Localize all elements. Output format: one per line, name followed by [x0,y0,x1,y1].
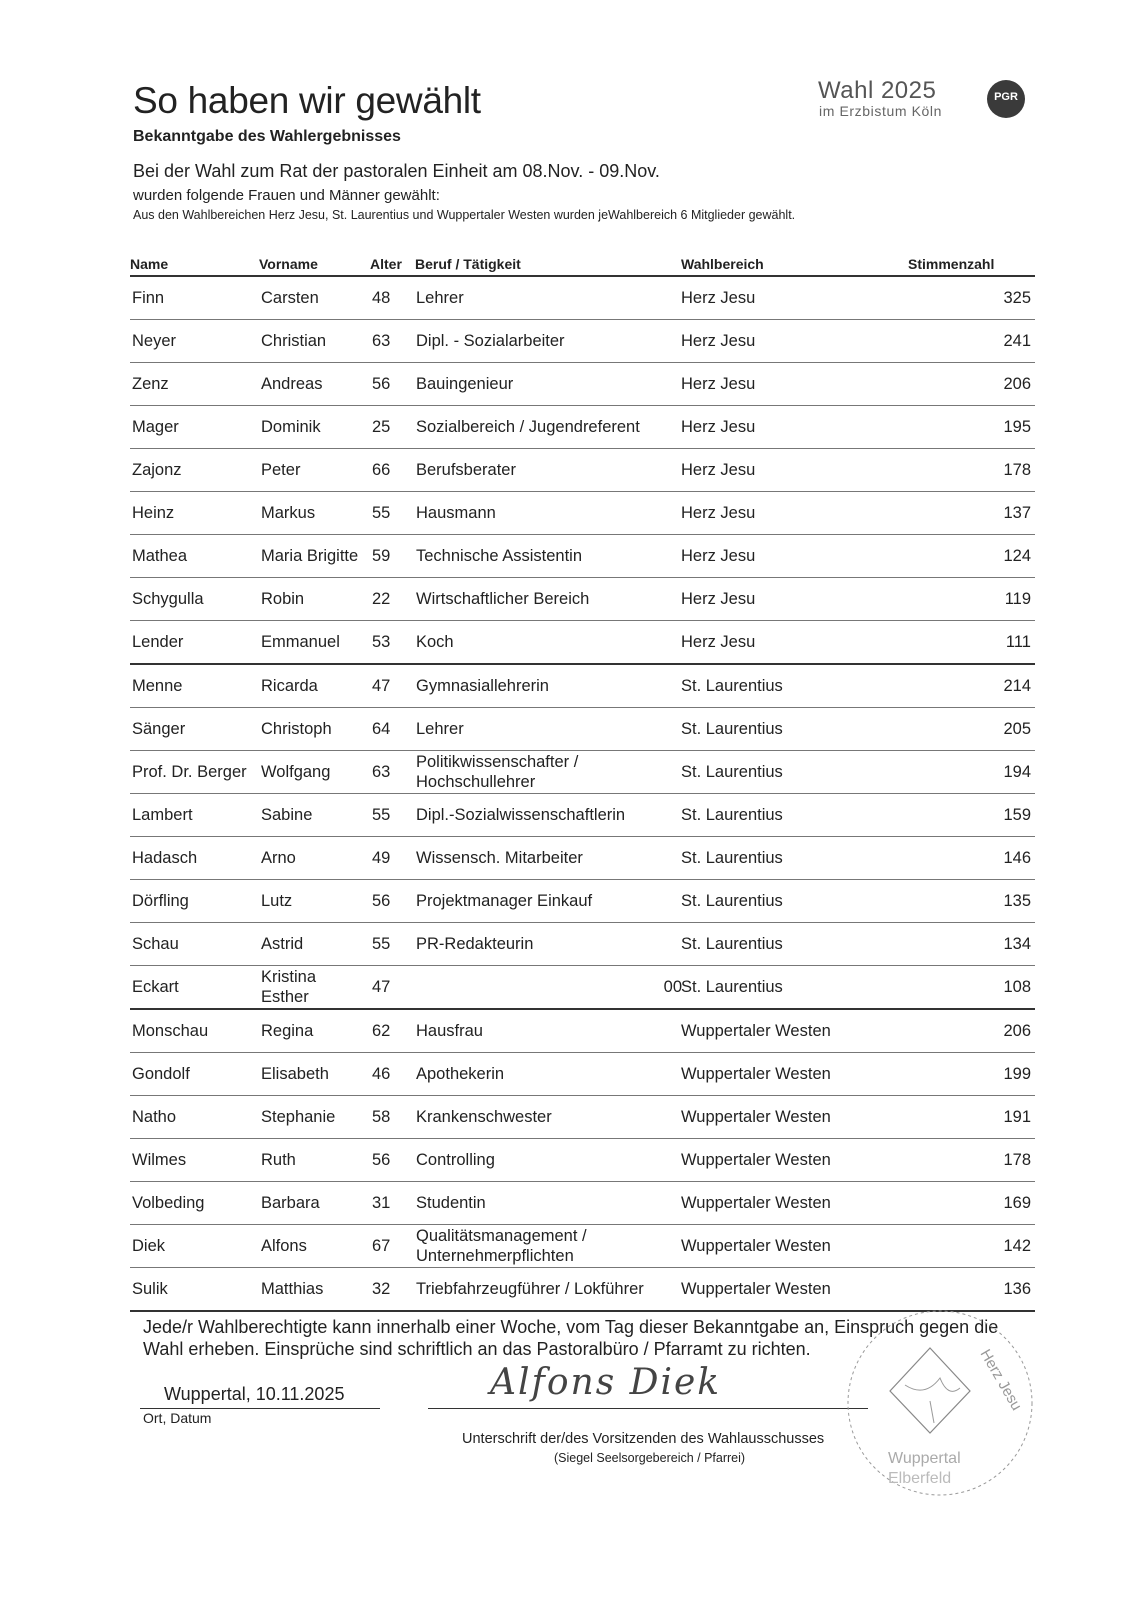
cell-area: Herz Jesu [681,590,756,608]
cell-occupation: Qualitätsmanagement / Unternehmerpflichten [416,1227,587,1265]
cell-name: Schau [132,935,179,953]
cell-first-name: Robin [261,590,305,608]
cell-votes: 191 [1003,1108,1031,1126]
cell-name: Heinz [132,504,175,522]
cell-occupation: Politikwissenschafter / Hochschullehrer [416,753,579,791]
table-row [130,1182,1035,1225]
pgr-badge-icon: PGR [987,80,1025,118]
table-row [130,621,1035,665]
cell-area: Wuppertaler Westen [681,1108,831,1126]
cell-occupation: Hausfrau [416,1022,483,1040]
cell-area: Wuppertaler Westen [681,1194,831,1212]
cell-age: 47 [372,677,391,695]
cell-area: Herz Jesu [681,504,756,522]
cell-name: Zajonz [132,461,182,479]
cell-votes: 134 [1003,935,1031,953]
cell-age: 63 [372,332,391,350]
cell-name: Hadasch [132,849,198,867]
table-header [130,253,1035,277]
cell-votes: 214 [1003,677,1031,695]
cell-first-name: Astrid [261,935,304,953]
cell-age: 55 [372,504,391,522]
cell-votes: 135 [1003,892,1031,910]
table-row [130,320,1035,363]
cell-first-name: Wolfgang [261,763,331,781]
table-row [130,1225,1035,1268]
cell-age: 62 [372,1022,391,1040]
cell-name: Sänger [132,720,186,738]
cell-first-name: Kristina Esther [261,968,317,1006]
col-header-votes: Stimmenzahl [908,256,995,272]
col-header-occupation: Beruf / Tätigkeit [415,256,521,272]
cell-age: 58 [372,1108,391,1126]
results-table [130,253,1035,1312]
cell-name: Volbeding [132,1194,205,1212]
cell-age: 49 [372,849,391,867]
cell-age: 31 [372,1194,391,1212]
table-row [130,363,1035,406]
table-row [130,966,1035,1010]
cell-occupation: Sozialbereich / Jugendreferent [416,418,640,436]
cell-first-name: Ruth [261,1151,296,1169]
cell-age: 63 [372,763,391,781]
table-row [130,665,1035,708]
cell-area: Wuppertaler Westen [681,1022,831,1040]
cell-age: 64 [372,720,391,738]
signature-line [428,1408,868,1409]
cell-area: Wuppertaler Westen [681,1151,831,1169]
cell-occupation: Apothekerin [416,1065,505,1083]
cell-first-name: Arno [261,849,296,867]
cell-first-name: Maria Brigitte [261,547,359,565]
cell-occupation: Lehrer [416,289,464,307]
cell-age: 47 [372,978,391,996]
cell-name: Schygulla [132,590,204,608]
cell-votes: 178 [1003,461,1031,479]
cell-age: 56 [372,892,391,910]
logo-sub-text: im Erzbistum Köln [819,103,943,119]
cell-votes: 111 [1005,633,1031,651]
election-logo [818,78,942,118]
cell-area: Wuppertaler Westen [681,1237,831,1255]
cell-first-name: Emmanuel [261,633,340,651]
cell-occupation: Dipl.-Sozialwissenschaftlerin [416,806,626,824]
col-header-area: Wahlbereich [681,256,764,272]
cell-name: Menne [132,677,183,695]
cell-occupation: Wirtschaftlicher Bereich [416,590,590,608]
cell-age: 59 [372,547,391,565]
signature-label: Unterschrift der/des Vorsitzenden des Wahlausschusses [462,1431,825,1447]
cell-first-name: Elisabeth [261,1065,329,1083]
place-date-label: Ort, Datum [143,1410,212,1426]
cell-area: St. Laurentius [681,763,783,781]
cell-area: St. Laurentius [681,935,783,953]
table-row [130,837,1035,880]
cell-name: Mathea [132,547,188,565]
seal-label: (Siegel Seelsorgebereich / Pfarrei) [554,1451,746,1465]
cell-first-name: Lutz [261,892,293,910]
cell-votes: 137 [1003,504,1031,522]
cell-votes: 169 [1003,1194,1031,1212]
cell-name: Sulik [132,1280,168,1298]
cell-occupation: Triebfahrzeugführer / Lokführer [416,1280,644,1298]
cell-votes: 108 [1003,978,1031,996]
cell-area: Herz Jesu [681,461,756,479]
cell-votes: 206 [1003,375,1031,393]
cell-area: St. Laurentius [681,677,783,695]
cell-first-name: Barbara [261,1194,320,1212]
cell-name: Natho [132,1108,177,1126]
cell-area: St. Laurentius [681,806,783,824]
cell-name: Monschau [132,1022,209,1040]
cell-name: Lender [132,633,184,651]
cell-area: Herz Jesu [681,418,756,436]
cell-votes: 136 [1003,1280,1031,1298]
cell-first-name: Stephanie [261,1108,336,1126]
page-subtitle: Bekanntgabe des Wahlergebnisses [133,128,401,145]
table-row [130,1053,1035,1096]
page-title: So haben wir gewählt [133,80,481,121]
table-row [130,708,1035,751]
table-row [130,880,1035,923]
table-row [130,449,1035,492]
cell-area: St. Laurentius [681,849,783,867]
cell-name: Neyer [132,332,177,350]
cell-name: Zenz [132,375,169,393]
handwritten-signature: Alfons Diek [490,1362,722,1403]
cell-occupation: PR-Redakteurin [416,935,534,953]
cell-occupation: Technische Assistentin [416,547,583,565]
cell-age: 32 [372,1280,391,1298]
cell-occupation: Gymnasiallehrerin [416,677,549,695]
stamp-city: Wuppertal [888,1450,961,1467]
objection-notice: Jede/r Wahlberechtigte kann innerhalb einer Woche, vom Tag dieser Bekanntgabe an, Einspruch gegen die Wahl erheben. Einsprüche sind schriftlich an das Pastoralbüro / Pfarramt zu richten. [143,1317,999,1359]
cell-first-name: Peter [261,461,301,479]
cell-age: 25 [372,418,391,436]
cell-votes: 199 [1003,1065,1031,1083]
cell-occupation: Controlling [416,1151,495,1169]
cell-first-name: Carsten [261,289,319,307]
table-row [130,751,1035,794]
cell-votes: 119 [1004,590,1031,608]
cell-name: Dörfling [132,892,189,910]
cell-first-name: Christoph [261,720,332,738]
cell-votes: 205 [1003,720,1031,738]
cell-votes: 195 [1003,418,1031,436]
cell-name: Gondolf [132,1065,190,1083]
cell-votes: 142 [1003,1237,1031,1255]
cell-age: 55 [372,806,391,824]
table-row [130,492,1035,535]
cell-age: 56 [372,375,391,393]
table-row [130,406,1035,449]
place-date-field [140,1384,380,1409]
cell-age: 67 [372,1237,391,1255]
cell-first-name: Markus [261,504,316,522]
cell-area: Herz Jesu [681,375,756,393]
table-row [130,923,1035,966]
cell-votes: 124 [1003,547,1031,565]
place-date-value: Wuppertal, 10.11.2025 [164,1384,345,1404]
cell-occupation: Dipl. - Sozialarbeiter [416,332,565,350]
cell-age: 55 [372,935,391,953]
cell-area: Herz Jesu [681,547,756,565]
col-header-age: Alter [370,256,402,272]
cell-age: 66 [372,461,391,479]
cell-first-name: Regina [261,1022,314,1040]
table-row [130,578,1035,621]
cell-occupation: Berufsberater [416,461,516,479]
cell-age: 22 [372,590,391,608]
table-row [130,1139,1035,1182]
cell-area: Herz Jesu [681,289,756,307]
cell-first-name: Christian [261,332,327,350]
cell-occupation: Studentin [416,1194,486,1212]
cell-name: Mager [132,418,179,436]
cell-votes: 159 [1003,806,1031,824]
stamp-district: Elberfeld [888,1470,952,1487]
cell-area: Wuppertaler Westen [681,1065,831,1083]
intro-line-1: Bei der Wahl zum Rat der pastoralen Einheit am 08.Nov. - 09.Nov. [133,161,660,181]
cell-name: Diek [132,1237,166,1255]
cell-first-name: Matthias [261,1280,324,1298]
table-row [130,794,1035,837]
cell-occupation: Hausmann [416,504,496,522]
cell-occupation: Bauingenieur [416,375,514,393]
cell-area: Wuppertaler Westen [681,1280,831,1298]
cell-first-name: Ricarda [261,677,318,695]
cell-first-name: Sabine [261,806,313,824]
intro-line-2: wurden folgende Frauen und Männer gewählt: [133,187,440,204]
cell-name: Eckart [132,978,179,996]
cell-first-name: Andreas [261,375,323,393]
cell-votes: 146 [1003,849,1031,867]
cell-occupation: Krankenschwester [416,1108,552,1126]
cell-age: 48 [372,289,391,307]
cell-occupation: Lehrer [416,720,464,738]
cell-votes: 325 [1003,289,1031,307]
cell-occupation: 00 [663,978,682,996]
cell-age: 46 [372,1065,391,1083]
cell-occupation: Wissensch. Mitarbeiter [416,849,583,867]
table-row [130,1096,1035,1139]
svg-text:Herz Jesu: Herz Jesu [976,1346,1026,1414]
cell-occupation: Koch [416,633,454,651]
cell-votes: 178 [1003,1151,1031,1169]
parish-seal-stamp-icon [830,1303,1040,1503]
cell-area: St. Laurentius [681,978,783,996]
cell-area: Herz Jesu [681,633,756,651]
cell-name: Wilmes [132,1151,187,1169]
cell-first-name: Alfons [261,1237,307,1255]
cell-age: 53 [372,633,391,651]
cell-name: Finn [132,289,165,307]
table-row [130,1010,1035,1053]
logo-main-text: Wahl 2025 [818,77,937,104]
cell-name: Lambert [132,806,193,824]
cell-area: Herz Jesu [681,332,756,350]
col-header-first-name: Vorname [259,256,318,272]
col-header-name: Name [130,256,169,272]
table-row [130,277,1035,320]
cell-name: Prof. Dr. Berger [132,763,247,781]
cell-votes: 206 [1003,1022,1031,1040]
cell-first-name: Dominik [261,418,321,436]
intro-line-3: Aus den Wahlbereichen Herz Jesu, St. Laurentius und Wuppertaler Westen wurden jeWahlbereich 6 Mitglieder gewählt. [133,208,796,222]
cell-votes: 241 [1003,332,1031,350]
cell-votes: 194 [1003,763,1031,781]
cell-area: St. Laurentius [681,892,783,910]
cell-area: St. Laurentius [681,720,783,738]
cell-occupation: Projektmanager Einkauf [416,892,593,910]
table-row [130,535,1035,578]
cell-age: 56 [372,1151,391,1169]
